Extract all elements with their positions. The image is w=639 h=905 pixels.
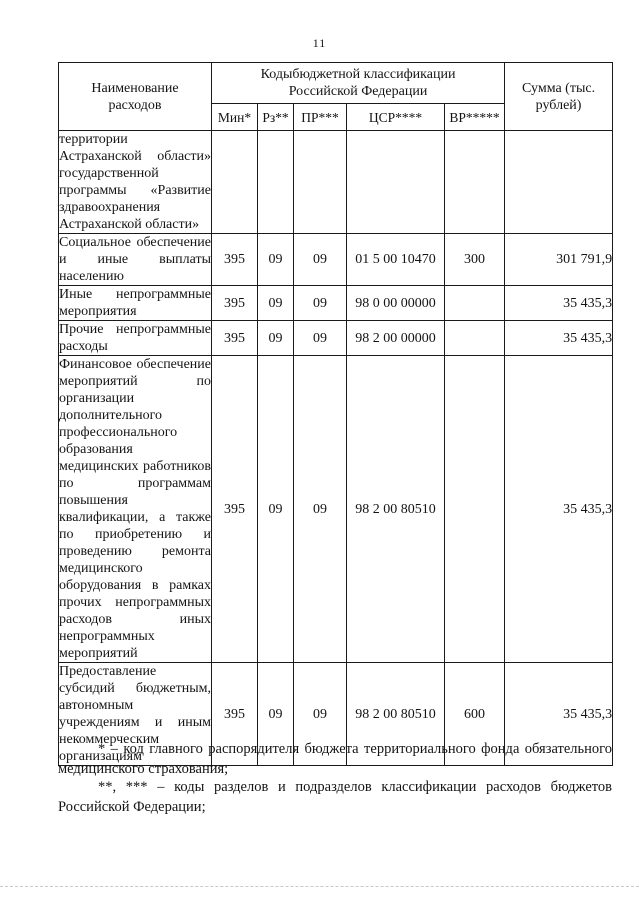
row-rz: 09 [258,321,294,356]
row-name: Финансовое обеспечение мероприятий по организации дополнительного профессионального образования медицинских работников по программам повышения квалификации, а также по приобретению и проведению ремонта медицинского оборудования в рамках прочих непрограммных расходов иных непрограммных мероприятий [59,357,211,661]
row-rz: 09 [258,356,294,663]
footnote-ministry-code [58,739,612,779]
header-csr: ЦСР**** [347,104,445,131]
table-row [59,321,613,356]
row-pr: 09 [294,356,347,663]
row-name: Предоставление субсидий бюджетным, автономным учреждениям и иным некоммерческим организациям [59,664,211,764]
row-csr: 98 2 00 80510 [347,663,445,766]
header-codes [212,63,505,104]
table-row [59,131,613,234]
row-vr [445,321,505,356]
header-sum-label: Сумма (тыс. рублей) [522,80,596,113]
row-csr [347,131,445,234]
table-row [59,234,613,286]
row-rz: 09 [258,663,294,766]
header-name [59,63,212,131]
row-name: Прочие непрограммные расходы [59,322,211,354]
row-sum: 35 435,3 [505,356,613,663]
footnote-section-codes [58,777,612,817]
row-pr: 09 [294,286,347,321]
row-min: 395 [212,234,258,286]
row-sum [505,131,613,234]
header-vr: ВР***** [445,104,505,131]
row-rz: 09 [258,286,294,321]
header-pr: ПР*** [294,104,347,131]
footnote-text: * – код главного распорядителя бюджета территориального фонда обязательного медицинского страхования; [58,741,612,777]
page-bottom-divider [0,886,639,887]
row-min: 395 [212,663,258,766]
row-pr: 09 [294,234,347,286]
row-pr: 09 [294,663,347,766]
header-rz: Рз** [258,104,294,131]
row-csr: 01 5 00 10470 [347,234,445,286]
row-vr [445,131,505,234]
row-vr: 300 [445,234,505,286]
row-sum: 301 791,9 [505,234,613,286]
footnote-text: **, *** – коды разделов и подразделов классификации расходов бюджетов Российской Федерации; [58,779,612,815]
row-min: 395 [212,356,258,663]
row-pr [294,131,347,234]
row-rz: 09 [258,234,294,286]
row-sum: 35 435,3 [505,286,613,321]
row-csr: 98 0 00 00000 [347,286,445,321]
row-pr: 09 [294,321,347,356]
row-min: 395 [212,321,258,356]
header-sum [505,63,613,131]
row-csr: 98 2 00 80510 [347,356,445,663]
row-vr [445,356,505,663]
row-sum: 35 435,3 [505,321,613,356]
header-codes-label: Кодыбюджетной классификации Российской Федерации [260,67,456,99]
table-row [59,286,613,321]
header-name-label: Наименование расходов [91,80,179,113]
row-vr: 600 [445,663,505,766]
row-name: Иные непрограммные мероприятия [59,287,211,319]
row-vr [445,286,505,321]
row-min: 395 [212,286,258,321]
header-min: Мин* [212,104,258,131]
page-number: 11 [312,36,327,50]
row-csr: 98 2 00 00000 [347,321,445,356]
row-rz [258,131,294,234]
row-name: Социальное обеспечение и иные выплаты населению [59,235,211,284]
row-name: территории Астраханской области» государственной программы «Развитие здравоохранения Астраханской области» [59,132,211,232]
row-min [212,131,258,234]
row-sum: 35 435,3 [505,663,613,766]
table-row [59,356,613,663]
budget-classification-table [58,62,613,766]
